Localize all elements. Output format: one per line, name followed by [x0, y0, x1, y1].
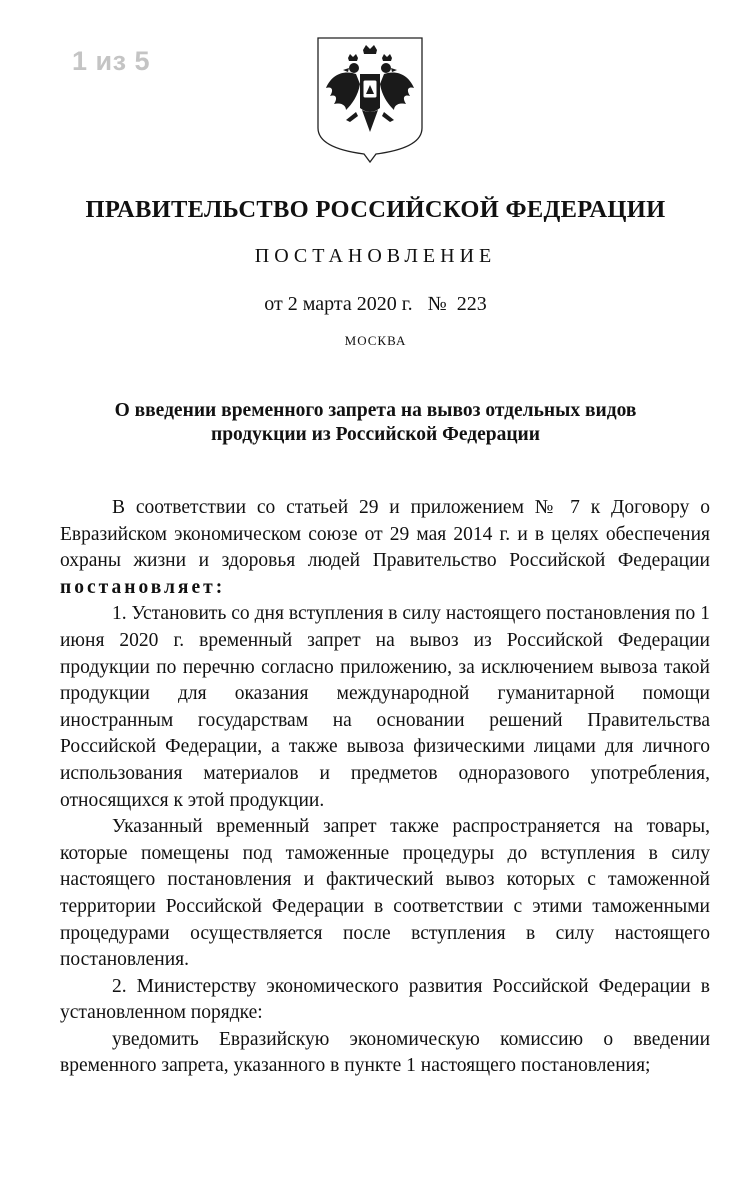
- document-date: от 2 марта 2020 г.: [264, 293, 413, 315]
- document-date-line: [0, 293, 751, 316]
- document-body: [60, 495, 710, 1080]
- government-title: ПРАВИТЕЛЬСТВО РОССИЙСКОЙ ФЕДЕРАЦИИ: [85, 196, 666, 223]
- intro-paragraph: [60, 495, 710, 601]
- subject-line: О введении временного запрета на вывоз отдельных видов: [114, 400, 637, 421]
- paragraph-3: 2. Министерству экономического развития Российской Федерации в установленном порядке:: [60, 975, 710, 1024]
- document-type: ПОСТАНОВЛЕНИЕ: [254, 245, 497, 267]
- paragraph-1: 1. Установить со дня вступления в силу настоящего постановления по 1 июня 2020 г. временный запрет на вывоз из Российской Федерации продукции по перечню согласно приложению, за исключением вывоза такой продукции для оказания международной гуманитарной помощи иностранным государствам на основании решений Правительства Российской Федерации, а также вывоза физическими лицами для личного использования материалов и предметов одноразового употребления, относящихся к этой продукции.: [60, 603, 710, 811]
- city: МОСКВА: [344, 333, 407, 348]
- document-subject: [80, 399, 671, 447]
- document-number: 223: [456, 293, 487, 315]
- russian-coat-of-arms-icon: [316, 36, 424, 164]
- number-sign: №: [427, 293, 447, 315]
- intro-text: В соответствии со статьей 29 и приложением № 7 к Договору о Евразийском экономическом союзе от 29 мая 2014 г. и в целях обеспечения охраны жизни и здоровья людей Правительство Российской Федерации: [60, 497, 710, 572]
- paragraph-4: уведомить Евразийскую экономическую комиссию о введении временного запрета, указанного в пункте 1 настоящего постановления;: [60, 1028, 710, 1077]
- paragraph-2: Указанный временный запрет также распространяется на товары, которые помещены под таможенные процедуры до вступления в силу настоящего постановления и фактический вывоз которых с таможенной территории Российской Федерации в соответствии с этими таможенными процедурами осуществляется после вступления в силу настоящего постановления.: [60, 816, 710, 971]
- page-counter: 1 из 5: [72, 46, 151, 76]
- decree-word: постановляет:: [60, 576, 226, 598]
- subject-line: продукции из Российской Федерации: [210, 424, 541, 445]
